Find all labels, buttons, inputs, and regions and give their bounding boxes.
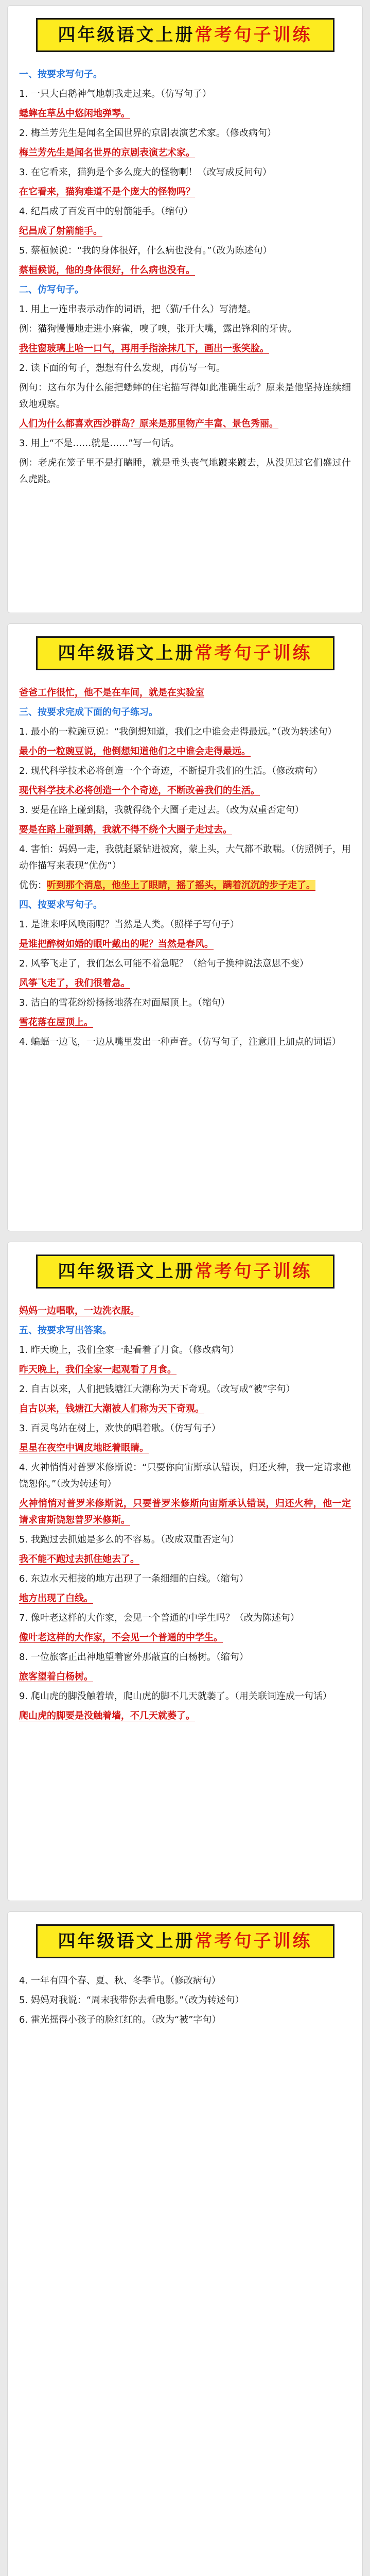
question-line: 1. 昨天晚上，我们全家一起看着了月食。（修改病句） [19, 1345, 239, 1355]
answer-highlight: 听到那个消息，他坐上了眼睛，摇了摇头，蹒着沉沉的步子走了。 [47, 880, 315, 891]
question-line: 3. 用上“不是……就是……”写一句话。 [19, 438, 180, 449]
answer-line: 像叶老这样的大作家，不会见一个普通的中学生。 [19, 1632, 223, 1643]
answer-line: 雪花落在屋顶上。 [19, 1017, 93, 1028]
answer-line: 我往窗玻璃上哈一口气，再用手指涂抹几下，画出一张笑脸。 [19, 343, 269, 354]
answer-line: 在它看来，猫狗难道不是个庞大的怪物吗？ [19, 187, 195, 197]
title-topic: 常考句子训练 [195, 1261, 312, 1282]
page-title [36, 18, 334, 53]
section-heading: 四、按要求写句子。 [19, 900, 102, 910]
answer-line: 自古以来，钱塘江大潮被人们称为天下奇观。 [19, 1403, 204, 1414]
title-topic: 常考句子训练 [195, 1930, 312, 1952]
title-banner [19, 13, 351, 57]
answer-line: 是谁把醉树如婚的眼叶戴出的呢？当然是春风。 [19, 939, 214, 950]
page-title [36, 1924, 334, 1959]
answer-line: 蟋蟀在草丛中悠闲地弹琴。 [19, 108, 130, 119]
question-line: 1. 用上一连串表示动作的词语，把（猫/千什么）写清楚。 [19, 304, 256, 315]
question-line: 7. 像叶老这样的大作家，会见一个普通的中学生吗？（改为陈述句） [19, 1613, 299, 1623]
title-topic: 常考句子训练 [195, 642, 312, 664]
question-line: 4. 蝙蝠一边飞，一边从嘴里发出一种声音。（仿写句子，注意用上加点的词语） [19, 1037, 341, 1047]
answer-prefix: 优伤： [19, 880, 47, 891]
answer-line: 地方出现了白线。 [19, 1593, 93, 1604]
question-line: 5. 蔡桓候说：“我的身体很好，什么病也没有。”（改为陈述句） [19, 245, 272, 256]
answer-line [19, 877, 351, 894]
worksheet-page-2 [7, 623, 363, 1231]
answer-line: 爬山虎的脚要是没触着墙，不几天就萎了。 [19, 1710, 195, 1721]
worksheet-page-1 [7, 5, 363, 613]
question-line: 4. 纪昌成了百发百中的射箭能手。（缩句） [19, 206, 193, 217]
title-topic: 常考句子训练 [195, 24, 312, 45]
title-grade: 四年级语文上册 [58, 24, 195, 45]
title-grade: 四年级语文上册 [58, 1930, 195, 1952]
section-heading: 一、按要求写句子。 [19, 69, 102, 80]
title-banner [19, 1919, 351, 1963]
page-title [36, 1255, 334, 1289]
answer-line: 最小的一粒豌豆说，他倒想知道他们之中谁会走得最远。 [19, 746, 251, 757]
example-line: 例：猫狗慢慢地走进小麻雀，嗅了嗅，张开大嘴，露出锋利的牙齿。 [19, 324, 297, 334]
question-line: 3. 要是在路上碰到鹅，我就得绕个大圈子走过去。（改为双重否定句） [19, 805, 304, 816]
page-title [36, 636, 334, 671]
question-line: 6. 霍光摇得小孩子的脸红红的。（改为“被”字句） [19, 2014, 221, 2025]
example-line: 例：老虎在笼子里不是打瞌睡，就是垂头丧气地踱来踱去，从没见过它们盛过什么虎跳。 [19, 457, 351, 485]
question-line: 8. 一位旅客正出神地望着窗外那蔽直的白杨树。（缩句） [19, 1652, 249, 1663]
section-heading: 五、按要求写出答案。 [19, 1325, 112, 1336]
answer-line: 我不能不跑过去抓住她去了。 [19, 1554, 139, 1565]
question-line: 1. 一只大白鹅神气地朝我走过来。（仿写句子） [19, 89, 212, 99]
question-line: 3. 百灵鸟站在树上，欢快的唱着歌。（仿写句子） [19, 1423, 221, 1434]
answer-line: 妈妈一边唱歌，一边洗衣服。 [19, 1306, 139, 1316]
example-line: 例句：这布尔为什么能把蟋蟀的住宅描写得如此准确生动？原来是他坚持连续细致地观察。 [19, 382, 351, 410]
answer-line: 要是在路上碰到鹅，我就不得不绕个大圈子走过去。 [19, 824, 232, 835]
question-line: 2. 读下面的句子，想想有什么发现，再仿写一句。 [19, 363, 225, 374]
section-heading: 二、仿写句子。 [19, 284, 84, 295]
answer-line: 现代科学技术必将创造一个个奇迹，不断改善我们的生活。 [19, 785, 260, 796]
worksheet-page-4 [7, 1911, 363, 2576]
answer-line: 蔡桓候说，他的身体很好，什么病也没有。 [19, 265, 195, 276]
answer-line: 人们为什么都喜欢西沙群岛？原来是那里物产丰富、景色秀丽。 [19, 418, 278, 429]
worksheet-page-3 [7, 1242, 363, 1901]
question-line: 4. 火神悄悄对普罗米修斯说：“只要你向宙斯承认错误，归还火种，我一定请求他饶恕你。”（改为转述句） [19, 1462, 351, 1489]
title-grade: 四年级语文上册 [58, 642, 195, 664]
question-line: 1. 是谁来呼风唤雨呢？当然是人类。（照样子写句子） [19, 919, 239, 930]
answer-line: 纪昌成了射箭能手。 [19, 226, 102, 236]
title-grade: 四年级语文上册 [58, 1261, 195, 1282]
section-heading: 三、按要求完成下面的句子练习。 [19, 707, 158, 718]
question-line: 2. 风筝飞走了，我们怎么可能不着急呢？（给句子换种说法意思不变） [19, 958, 309, 969]
question-line: 4. 害怕：妈妈一走，我就赶紧钻进被窝，蒙上头，大气都不敢喘。（仿照例子，用动作描写来表现“优伤”） [19, 844, 351, 871]
answer-line: 梅兰芳先生是闻名世界的京剧表演艺术家。 [19, 147, 195, 158]
question-line: 2. 梅兰芳先生是闻名全国世界的京剧表演艺术家。（修改病句） [19, 128, 276, 139]
question-line: 5. 我跑过去抓她是多么的不容易。（改成双重否定句） [19, 1534, 239, 1545]
answer-line: 风筝飞走了，我们很着急。 [19, 978, 130, 989]
question-line: 2. 自古以来，人们把钱塘江大潮称为天下奇观。（改写成“被”字句） [19, 1384, 295, 1395]
question-line: 6. 东边水天相接的地方出现了一条细细的白线。（缩句） [19, 1573, 249, 1584]
question-line: 4. 一年有四个春、夏、秋、冬季节。（修改病句） [19, 1975, 221, 1986]
answer-line: 星星在夜空中调皮地眨着眼睛。 [19, 1443, 149, 1453]
question-line: 3. 在它看来，猫狗是个多么庞大的怪物啊！（改写成反问句） [19, 167, 272, 178]
answer-line: 火神悄悄对普罗米修斯说，只要普罗米修斯向宙斯承认错误，归还火种，他一定请求宙斯饶恕普罗米修斯。 [19, 1498, 351, 1526]
question-line: 1. 最小的一粒豌豆说：“我倒想知道，我们之中谁会走得最远。”（改为转述句） [19, 726, 337, 737]
answer-line: 爸爸工作很忙，他不是在车间，就是在实验室 [19, 687, 204, 698]
title-banner [19, 631, 351, 675]
question-line: 9. 爬山虎的脚没触着墙，爬山虎的脚不几天就萎了。（用关联词连成一句话） [19, 1691, 332, 1702]
question-line: 5. 妈妈对我说：“周末我带你去看电影。”（改为转述句） [19, 1995, 244, 2006]
question-line: 2. 现代科学技术必将创造一个个奇迹，不断提升我们的生活。（修改病句） [19, 766, 323, 776]
answer-line: 旅客望着白杨树。 [19, 1671, 93, 1682]
answer-line: 昨天晚上，我们全家一起观看了月食。 [19, 1364, 177, 1375]
title-banner [19, 1249, 351, 1294]
question-line: 3. 洁白的雪花纷纷扬扬地落在对面屋顶上。（缩句） [19, 997, 230, 1008]
